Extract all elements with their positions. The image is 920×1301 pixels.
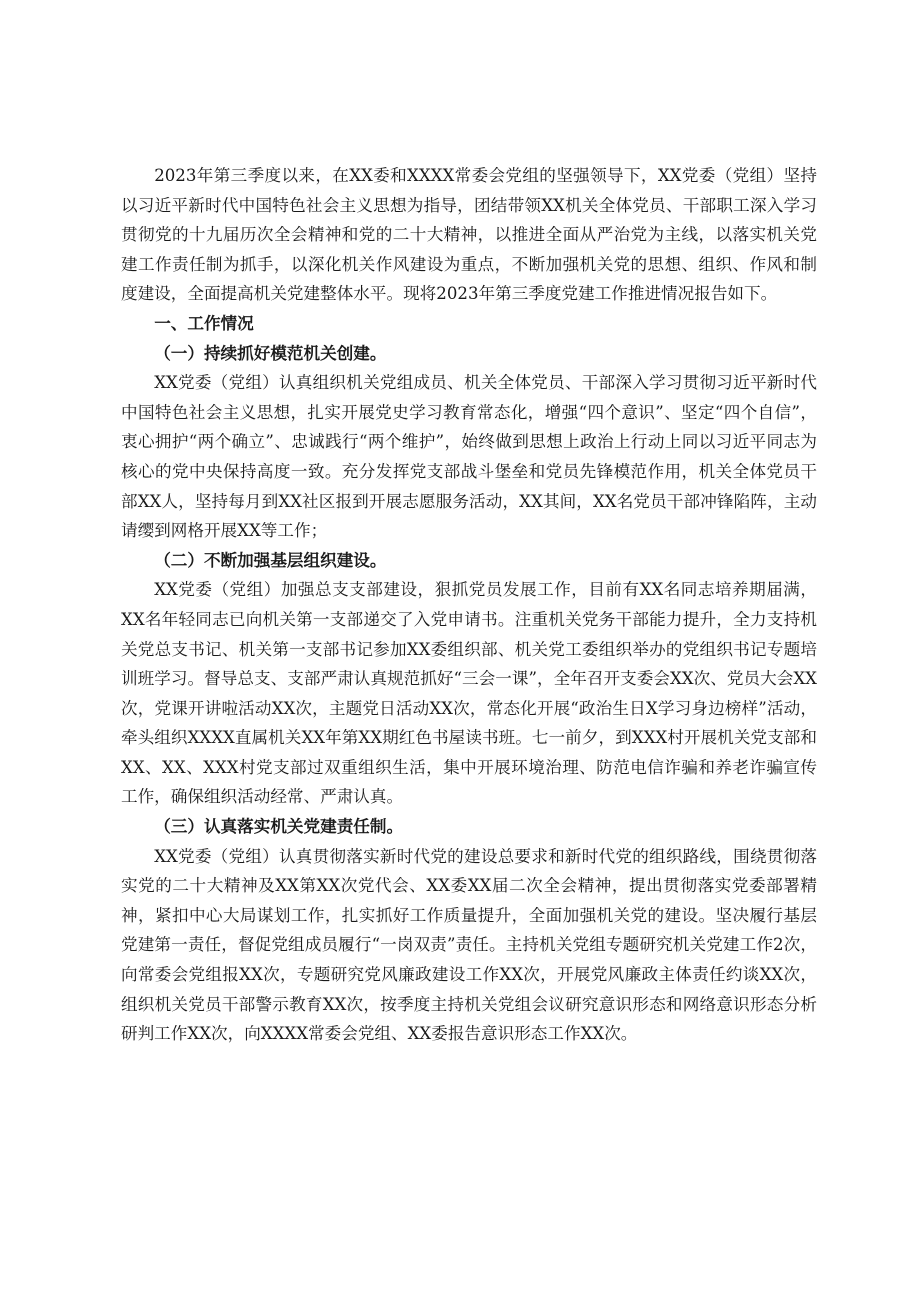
- subsection-body-model-organ: XX党委（党组）认真组织机关党组成员、机关全体党员、干部深入学习贯彻习近平新时代中国特色社会主义思想，扎实开展党史学习教育常态化，增强“四个意识”、坚定“四个自信”，衷心拥护“两个确立”、忠诚践行“两个维护”，始终做到思想上政治上行动上同以习近平同志为核心的党中央保持高度一致。充分发挥党支部战斗堡垒和党员先锋模范作用，机关全体党员干部XX人，坚持每月到XX社区报到开展志愿服务活动，XX其间，XX名党员干部冲锋陷阵，主动请缨到网格开展XX等工作；: [121, 373, 817, 541]
- document-body: [121, 161, 817, 1049]
- subsection-body-grassroots: XX党委（党组）加强总支支部建设，狠抓党员发展工作，目前有XX名同志培养期届满，XX名年轻同志已向机关第一支部递交了入党申请书。注重机关党务干部能力提升，全力支持机关党总支书记、机关第一支部书记参加XX委组织部、机关党工委组织举办的党组织书记专题培训班学习。督导总支、支部严肃认真规范抓好“三会一课”，全年召开支委会XX次、党员大会XX次，党课开讲啦活动XX次，主题党日活动XX次，常态化开展“政治生日X学习身边榜样”活动，牵头组织XXXX直属机关XX年第XX期红色书屋读书班。七一前夕，到XXX村开展机关党支部和XX、XX、XXX村党支部过双重组织生活，集中开展环境治理、防范电信诈骗和养老诈骗宣传工作，确保组织活动经常、严肃认真。: [121, 580, 817, 807]
- intro-paragraph: 2023年第三季度以来，在XX委和XXXX常委会党组的坚强领导下，XX党委（党组）坚持以习近平新时代中国特色社会主义思想为指导，团结带领XX机关全体党员、干部职工深入学习贯彻党的十九届历次全会精神和党的二十大精神，以推进全面从严治党为主线，以落实机关党建工作责任制为抓手，以深化机关作风建设为重点，不断加强机关党的思想、组织、作风和制度建设，全面提高机关党建整体水平。现将2023年第三季度党建工作推进情况报告如下。: [121, 166, 817, 304]
- subsection-heading-model-organ: （一）持续抓好模范机关创建。: [154, 343, 387, 363]
- subsection-body-responsibility: XX党委（党组）认真贯彻落实新时代党的建设总要求和新时代党的组织路线，围绕贯彻落实党的二十大精神及XX第XX次党代会、XX委XX届二次全会精神，提出贯彻落实党委部署精神，紧扣中心大局谋划工作，扎实抓好工作质量提升，全面加强机关党的建设。坚决履行基层党建第一责任，督促党组成员履行“一岗双责”责任。主持机关党组专题研究机关党建工作2次，向常委会党组报XX次，专题研究党风廉政建设工作XX次，开展党风廉政主体责任约谈XX次，组织机关党员干部警示教育XX次，按季度主持机关党组会议研究意识形态和网络意识形态分析研判工作XX次，向XXXX常委会党组、XX委报告意识形态工作XX次。: [121, 846, 817, 1044]
- subsection-heading-responsibility: （三）认真落实机关党建责任制。: [154, 817, 404, 837]
- section-heading-work-status: 一、工作情况: [154, 313, 254, 333]
- subsection-heading-grassroots: （二）不断加强基层组织建设。: [154, 550, 387, 570]
